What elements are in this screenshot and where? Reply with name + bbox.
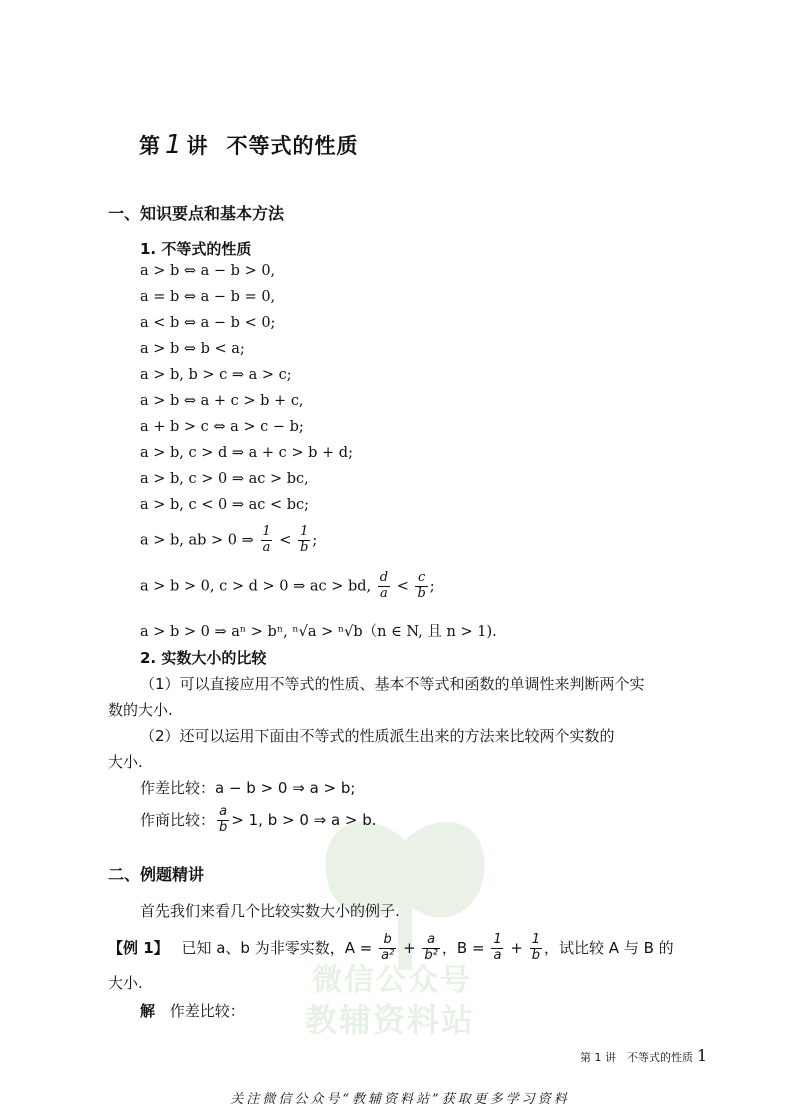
fraction-c-over-b: $\frac{c}{b}$ (417, 570, 426, 601)
subsection-inequality-properties: 1. 不等式的性质 (140, 240, 252, 258)
example-1-line-2: 大小. (108, 974, 143, 992)
formula-6: a > b ⇔ a + c > b + c, (140, 393, 304, 409)
bottom-promo-note: 关注微信公众号“教辅资料站”获取更多学习资料 (230, 1092, 570, 1107)
chapter-label-pre: 第 (139, 134, 161, 158)
page-number: 1 (697, 1046, 708, 1065)
formula-11-mid: < (279, 532, 292, 549)
fraction-a-over-b: $\frac{a}{b}$ (219, 804, 228, 835)
fraction-a-over-b2: $\frac{a}{\text{b²}}$ (424, 932, 438, 963)
solution-line (140, 1000, 245, 1021)
formula-12-mid: < (396, 578, 409, 595)
fraction-d-over-a: $\frac{d}{a}$ (379, 570, 389, 601)
formula-12-end: ; (429, 578, 435, 595)
solution-text: 作差比较： (169, 1002, 245, 1020)
formula-8: a > b, c > d ⇒ a + c > b + d; (140, 445, 353, 461)
example-1-text-c: ，B = (441, 938, 485, 957)
fraction-1-over-b: $\frac{1}{b}$ (300, 524, 309, 555)
section1-heading: 一、知识要点和基本方法 (108, 204, 285, 223)
formula-11-pre: a > b, ab > 0 ⇒ (140, 532, 254, 549)
example-1-text-b: + (403, 938, 416, 957)
section2-heading: 二、例题精讲 (108, 865, 205, 884)
example-1-text-a: 已知 a、b 为非零实数，A = (181, 938, 373, 957)
quotient-comparison (140, 805, 377, 836)
formula-7: a + b > c ⇔ a > c − b; (140, 419, 304, 435)
fraction-1-over-a-B: $\frac{1}{a}$ (493, 932, 502, 963)
example-1-line-1 (108, 933, 674, 964)
paragraph-1-line-2: 数的大小. (108, 701, 173, 719)
example-1-label: 【例 1】 (108, 938, 169, 957)
paragraph-2-line-2: 大小. (108, 753, 143, 771)
chapter-label-post: 讲 (186, 134, 209, 158)
example-1-text-e: ，试比较 A 与 B 的 (544, 938, 674, 957)
formula-13: a > b > 0 ⇒ aⁿ > bⁿ, ⁿ√a > ⁿ√b（n ∈ N, 且 n > 1). (140, 624, 497, 640)
formula-2: a = b ⇔ a − b = 0, (140, 289, 276, 305)
examples-intro: 首先我们来看几个比较实数大小的例子. (140, 902, 400, 920)
fraction-1-over-b-B: $\frac{1}{b}$ (531, 932, 541, 963)
page-footer (580, 1046, 707, 1065)
watermark-text-line2: 教辅资料站 (305, 1001, 476, 1039)
quotient-comparison-rest: > 1, b > 0 ⇒ a > b. (231, 810, 377, 829)
formula-10: a > b, c < 0 ⇒ ac < bc; (140, 497, 310, 513)
difference-comparison: 作差比较：a − b > 0 ⇒ a > b; (140, 779, 356, 797)
formula-4: a > b ⇔ b < a; (140, 341, 245, 357)
solution-label: 解 (140, 1002, 156, 1020)
formula-12-pre: a > b > 0, c > d > 0 ⇒ ac > bd, (140, 578, 372, 595)
formula-5: a > b, b > c ⇒ a > c; (140, 367, 292, 383)
fraction-1-over-a: $\frac{1}{a}$ (262, 524, 271, 555)
formula-1: a > b ⇔ a − b > 0, (140, 263, 276, 279)
fraction-b-over-a2: $\frac{b}{\text{a²}}$ (381, 932, 395, 963)
running-title: 第 1 讲 不等式的性质 (580, 1051, 693, 1064)
formula-3: a < b ⇔ a − b < 0; (140, 315, 276, 331)
formula-12 (140, 571, 435, 602)
chapter-number: 1 (165, 130, 183, 160)
paragraph-2-line-1: （2）还可以运用下面由不等式的性质派生出来的方法来比较两个实数的 (140, 727, 615, 745)
formula-11 (140, 525, 317, 556)
example-1-text-d: + (510, 938, 523, 957)
chapter-title (139, 130, 359, 160)
quotient-comparison-label: 作商比较： (140, 810, 216, 829)
subsection-real-number-compare: 2. 实数大小的比较 (140, 649, 267, 667)
formula-11-end: ; (312, 532, 318, 549)
watermark-text-line1: 微信公众号 (312, 963, 472, 998)
formula-9: a > b, c > 0 ⇒ ac > bc, (140, 471, 309, 487)
paragraph-1-line-1: （1）可以直接应用不等式的性质、基本不等式和函数的单调性来判断两个实 (140, 675, 645, 693)
chapter-name: 不等式的性质 (226, 134, 359, 158)
